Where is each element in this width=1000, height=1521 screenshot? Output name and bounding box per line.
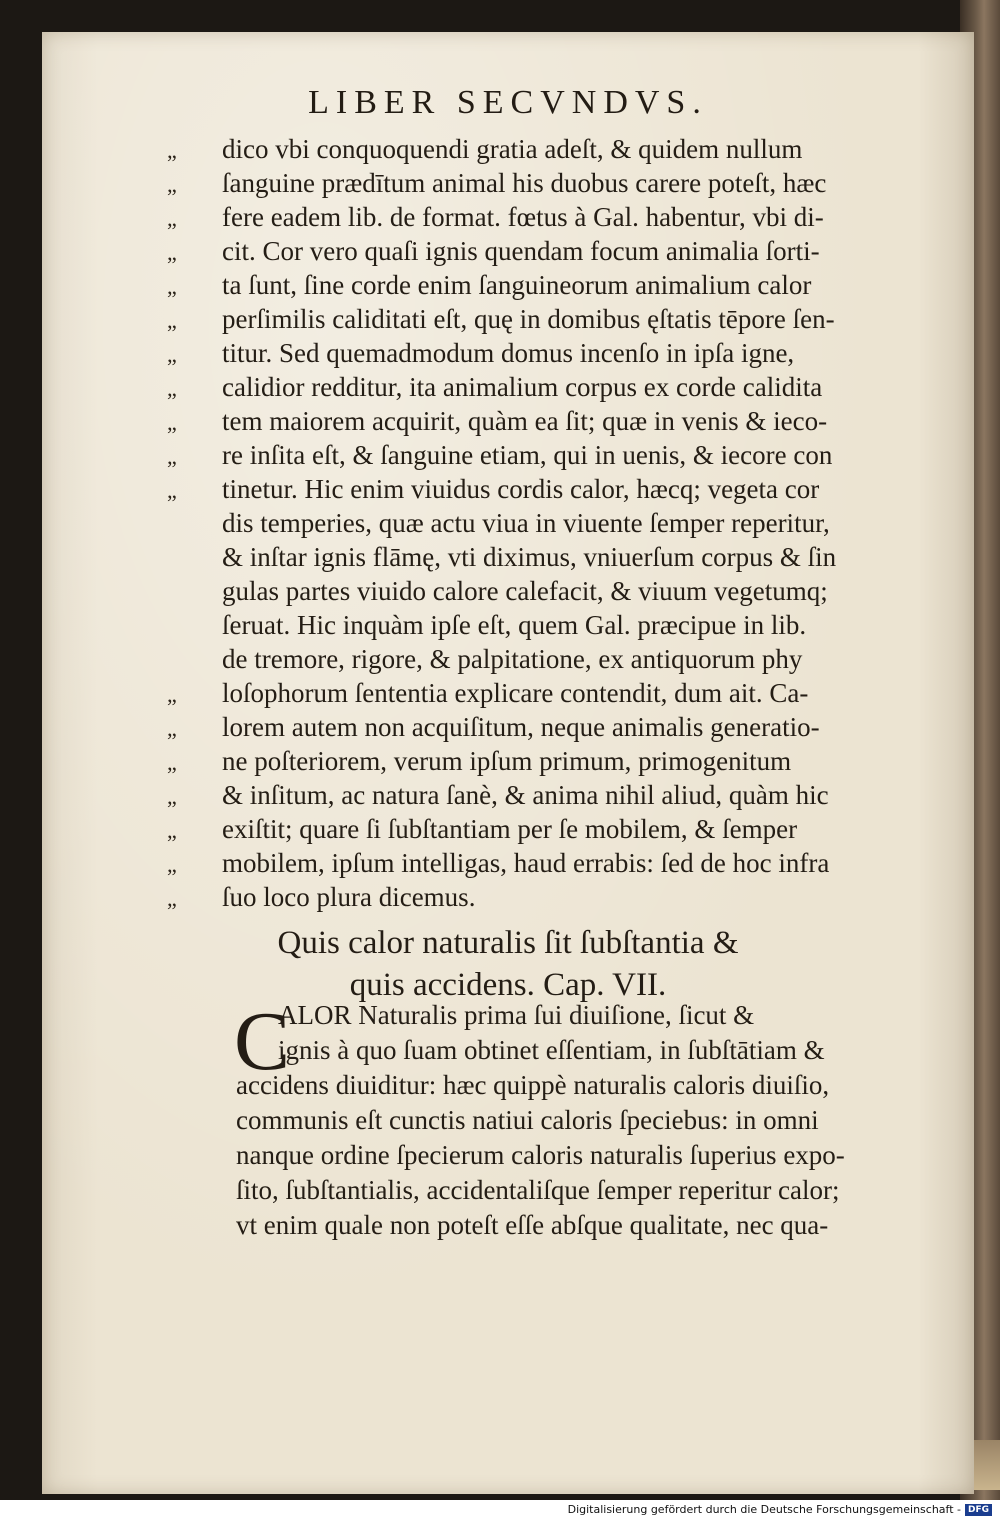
quotation-margin-mark: „	[167, 444, 177, 469]
quotation-margin-mark: „	[167, 274, 177, 299]
text-line	[167, 370, 982, 404]
quotation-margin-mark: „	[167, 410, 177, 435]
line-text: & inſitum, ac natura ſanè, & anima nihil aliud, quàm hic	[222, 780, 829, 810]
text-line: vt enim quale non poteſt eſſe abſque qualitate, nec qua-	[236, 1210, 829, 1240]
line-text: de tremore, rigore, & palpitatione, ex antiquorum phy	[222, 644, 803, 674]
text-line	[167, 472, 982, 506]
line-text: & inſtar ignis flāmę, vti diximus, vniuerſum corpus & ſin	[222, 542, 837, 572]
text-line	[167, 744, 982, 778]
paragraph-1	[167, 132, 982, 914]
text-line	[167, 132, 982, 166]
text-line	[167, 234, 982, 268]
line-text: cit. Cor vero quaſi ignis quendam focum animalia ſorti-	[222, 236, 820, 266]
quotation-margin-mark: „	[167, 716, 177, 741]
credit-text: Digitalisierung gefördert durch die Deutsche Forschungsgemeinschaft -	[567, 1503, 961, 1516]
line-text: lorem autem non acquiſitum, neque animalis generatio-	[222, 712, 820, 742]
text-line	[167, 812, 982, 846]
line-text: ne poſteriorem, verum ipſum primum, primogenitum	[222, 746, 792, 776]
line-text: ſanguine prædītum animal his duobus carere poteſt, hæc	[222, 168, 827, 198]
quotation-margin-mark: „	[167, 750, 177, 775]
quotation-margin-mark: „	[167, 852, 177, 877]
text-line	[167, 846, 982, 880]
quotation-margin-mark: „	[167, 886, 177, 911]
line-text: perſimilis caliditati eſt, quę in domibus ęſtatis tēpore ſen-	[222, 304, 835, 334]
text-line	[167, 302, 982, 336]
text-line: ſito, ſubſtantialis, accidentaliſque ſemper reperitur calor;	[236, 1175, 840, 1205]
chapter-title-line-1: Quis calor naturalis ſit ſubſtantia &	[277, 925, 739, 961]
text-line	[167, 166, 982, 200]
text-line: nanque ordine ſpecierum caloris naturalis ſuperius expo-	[236, 1140, 845, 1170]
quotation-margin-mark: „	[167, 784, 177, 809]
quotation-margin-mark: „	[167, 138, 177, 163]
line-text: mobilem, ipſum intelligas, haud errabis: ſed de hoc infra	[222, 848, 830, 878]
text-line: ALOR Naturalis prima ſui diuiſione, ſicut &	[278, 1000, 755, 1030]
line-text: loſophorum ſententia explicare contendit, dum ait. Ca-	[222, 678, 809, 708]
text-line	[167, 778, 982, 812]
text-line	[167, 880, 982, 914]
line-text: fere eadem lib. de format. fœtus à Gal. habentur, vbi di-	[222, 202, 824, 232]
quotation-margin-mark: „	[167, 308, 177, 333]
drop-cap-initial: C	[234, 995, 291, 1088]
line-text: ſuo loco plura dicemus.	[222, 882, 476, 912]
text-line: accidens diuiditur: hæc quippè naturalis caloris diuiſio,	[236, 1070, 830, 1100]
text-line	[222, 540, 982, 574]
quotation-margin-mark: „	[167, 818, 177, 843]
text-line	[167, 710, 982, 744]
text-line: communis eſt cunctis natiui caloris ſpeciebus: in omni	[236, 1105, 819, 1135]
chapter-title-line-2: quis accidens. Cap. VII.	[349, 967, 667, 1003]
line-text: ſeruat. Hic inquàm ipſe eſt, quem Gal. præcipue in lib.	[222, 610, 807, 640]
line-text: tinetur. Hic enim viuidus cordis calor, hæcq; vegeta cor	[222, 474, 820, 504]
line-text: titur. Sed quemadmodum domus incenſo in ipſa igne,	[222, 338, 795, 368]
text-line	[167, 200, 982, 234]
book-page	[42, 32, 974, 1494]
line-text: dico vbi conquoquendi gratia adeſt, & quidem nullum	[222, 134, 803, 164]
text-line	[167, 676, 982, 710]
digitization-credit	[568, 1503, 992, 1517]
text-line	[222, 506, 982, 540]
text-line	[222, 642, 982, 676]
paragraph-2	[234, 995, 936, 1243]
text-line	[222, 574, 982, 608]
line-text: calidior redditur, ita animalium corpus ex corde calidita	[222, 372, 823, 402]
line-text: exiſtit; quare ſi ſubſtantiam per ſe mobilem, & ſemper	[222, 814, 798, 844]
quotation-margin-mark: „	[167, 376, 177, 401]
line-text: ta ſunt, ſine corde enim ſanguineorum animalium calor	[222, 270, 812, 300]
line-text: re inſita eſt, & ſanguine etiam, qui in uenis, & iecore con	[222, 440, 833, 470]
line-text: dis temperies, quæ actu viua in viuente ſemper reperitur,	[222, 508, 830, 538]
quotation-margin-mark: „	[167, 206, 177, 231]
quotation-margin-mark: „	[167, 342, 177, 367]
text-line	[167, 336, 982, 370]
quotation-margin-mark: „	[167, 172, 177, 197]
quotation-margin-mark: „	[167, 682, 177, 707]
quotation-margin-mark: „	[167, 240, 177, 265]
text-line	[167, 268, 982, 302]
running-head: LIBER SECVNDVS.	[308, 84, 708, 121]
text-line	[167, 404, 982, 438]
chapter-title	[42, 922, 974, 1006]
text-line	[222, 608, 982, 642]
line-text: tem maiorem acquirit, quàm ea ſit; quæ in venis & ieco-	[222, 406, 828, 436]
dfg-logo: DFG	[965, 1504, 992, 1516]
text-line	[167, 438, 982, 472]
text-line: ignis à quo ſuam obtinet eſſentiam, in ſubſtātiam &	[278, 1035, 825, 1065]
quotation-margin-mark: „	[167, 478, 177, 503]
line-text: gulas partes viuido calore calefacit, & viuum vegetumq;	[222, 576, 828, 606]
